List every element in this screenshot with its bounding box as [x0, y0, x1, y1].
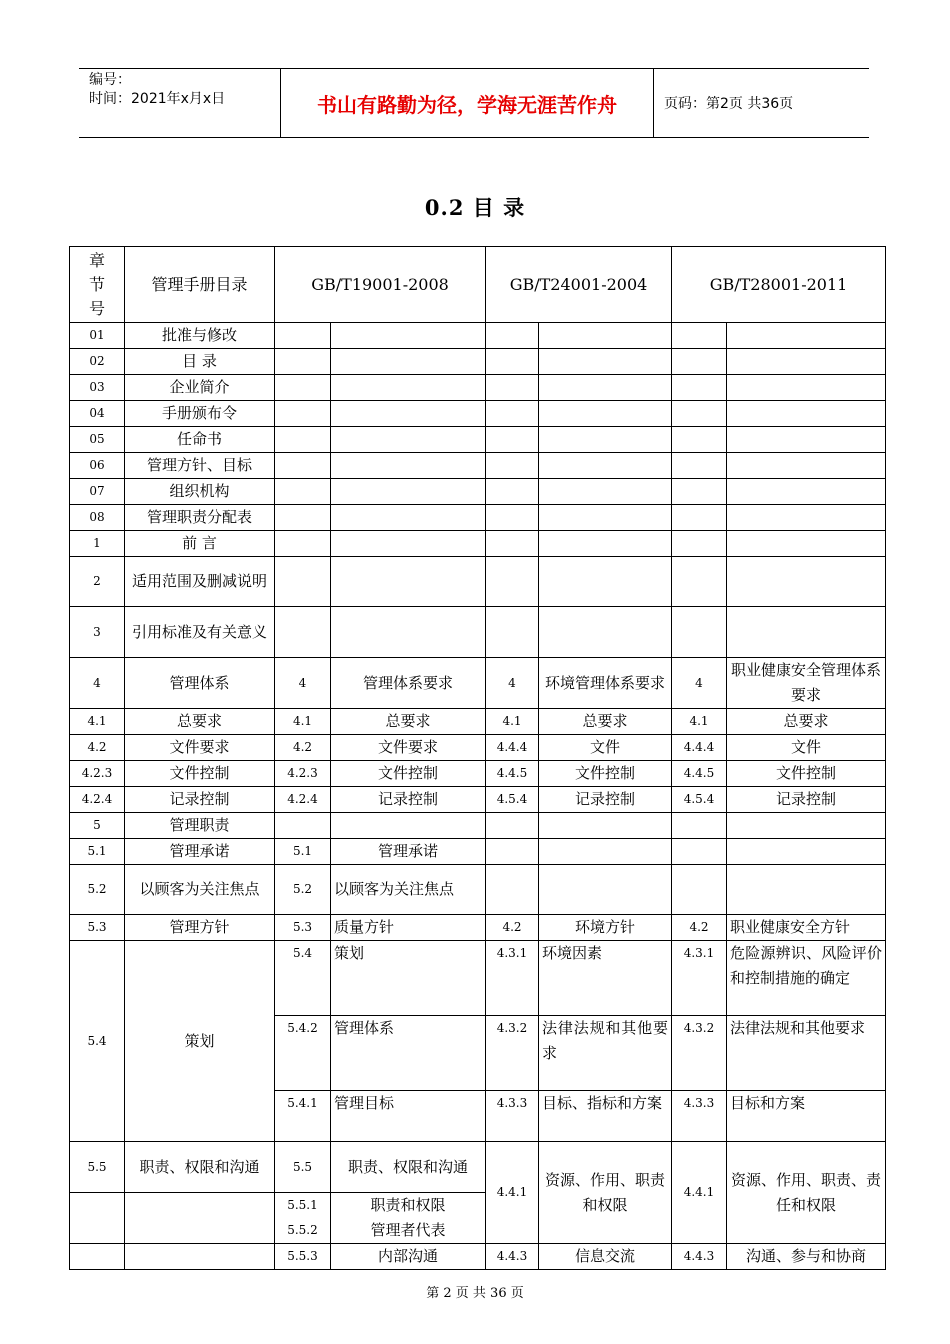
section-title-cell: 文件控制	[539, 761, 672, 787]
section-title-cell: 文件要求	[331, 735, 486, 761]
section-number-cell	[672, 505, 727, 531]
section-number-cell	[486, 453, 539, 479]
table-row	[70, 915, 886, 941]
section-number-cell: 4.4.4	[486, 735, 539, 761]
section-number-cell	[486, 375, 539, 401]
table-row	[70, 658, 886, 709]
section-title-cell: 前 言	[125, 531, 275, 557]
section-number-cell: 5.4.1	[275, 1091, 331, 1142]
page-title: 0.2 目 录	[424, 195, 526, 220]
section-title-cell: 内部沟通	[331, 1244, 486, 1270]
section-title-cell: 适用范围及删减说明	[125, 557, 275, 607]
section-number-cell: 4.3.2	[486, 1016, 539, 1091]
section-title-cell: 文件	[539, 735, 672, 761]
sub-title: 职责和权限	[370, 1196, 446, 1214]
section-title-cell: 管理目标	[331, 1091, 486, 1142]
section-title-cell: 沟通、参与和协商	[727, 1244, 886, 1270]
header-chapter: 章 节 号	[70, 247, 125, 323]
page-footer: 第 2 页 共 36 页	[426, 1286, 524, 1301]
section-title-cell	[727, 865, 886, 915]
section-title-cell	[331, 453, 486, 479]
section-title-cell	[331, 375, 486, 401]
section-number-cell	[672, 839, 727, 865]
section-number-cell	[486, 349, 539, 375]
section-title-cell: 以顾客为关注焦点	[125, 865, 275, 915]
section-title-cell: 危险源辨识、风险评价和控制措施的确定	[727, 941, 886, 1016]
section-number-cell: 4.4.1	[672, 1142, 727, 1244]
page-header	[79, 68, 869, 138]
section-title-cell: 质量方针	[331, 915, 486, 941]
section-title-cell	[727, 607, 886, 658]
section-number-cell: 05	[70, 427, 125, 453]
section-number-cell: 5	[70, 813, 125, 839]
table-row	[70, 401, 886, 427]
section-title-cell	[331, 323, 486, 349]
sub-title: 管理者代表	[370, 1221, 446, 1239]
table-row	[70, 1244, 886, 1270]
section-number-cell: 5.4.2	[275, 1016, 331, 1091]
toc-table	[69, 246, 886, 1270]
section-number-cell: 06	[70, 453, 125, 479]
section-number-cell	[672, 401, 727, 427]
section-title-cell	[727, 505, 886, 531]
section-number-cell: 5.2	[275, 865, 331, 915]
section-title-cell	[539, 607, 672, 658]
section-number-cell	[486, 427, 539, 453]
section-number-cell: 5.5.3	[275, 1244, 331, 1270]
section-number-cell: 4.3.3	[486, 1091, 539, 1142]
section-number-cell: 4.2.3	[275, 761, 331, 787]
section-number-cell: 4.1	[672, 709, 727, 735]
table-row	[70, 941, 886, 1016]
section-title-cell: 文件控制	[727, 761, 886, 787]
header-manual: 管理手册目录	[125, 247, 275, 323]
section-number-cell: 4.3.3	[672, 1091, 727, 1142]
table-row	[70, 557, 886, 607]
section-title-cell	[727, 427, 886, 453]
section-number-cell	[275, 607, 331, 658]
section-number-cell	[275, 557, 331, 607]
section-title-cell: 文件	[727, 735, 886, 761]
section-title-cell	[727, 375, 886, 401]
section-number-cell: 4.2.4	[70, 787, 125, 813]
section-number-cell	[486, 531, 539, 557]
section-number-cell: 5.1	[70, 839, 125, 865]
section-number-cell: 4.3.1	[486, 941, 539, 1016]
table-row	[70, 531, 886, 557]
table-row	[70, 505, 886, 531]
section-title-cell: 信息交流	[539, 1244, 672, 1270]
table-row	[70, 839, 886, 865]
section-title-cell: 法律法规和其他要求	[727, 1016, 886, 1091]
section-number-cell	[486, 505, 539, 531]
section-title-cell	[727, 349, 886, 375]
section-title-cell: 以顾客为关注焦点	[331, 865, 486, 915]
section-title-cell	[539, 839, 672, 865]
section-number-cell: 4.1	[70, 709, 125, 735]
section-number-cell	[672, 557, 727, 607]
section-number-cell: 4.5.4	[672, 787, 727, 813]
section-title-cell: 目 录	[125, 349, 275, 375]
section-number-cell	[486, 557, 539, 607]
section-number-cell: 4.4.3	[486, 1244, 539, 1270]
section-number-cell	[275, 813, 331, 839]
section-number-cell: 4.4.4	[672, 735, 727, 761]
section-title-cell: 总要求	[125, 709, 275, 735]
table-row	[70, 349, 886, 375]
section-title-cell: 引用标准及有关意义	[125, 607, 275, 658]
section-title-cell: 管理体系要求	[331, 658, 486, 709]
section-number-cell: 4	[275, 658, 331, 709]
section-number-cell	[672, 479, 727, 505]
section-title-cell	[331, 557, 486, 607]
section-title-cell: 目标和方案	[727, 1091, 886, 1142]
section-number-cell: 5.3	[70, 915, 125, 941]
section-title-cell: 环境管理体系要求	[539, 658, 672, 709]
section-title-cell: 管理承诺	[125, 839, 275, 865]
section-number-cell: 5.1	[275, 839, 331, 865]
section-number-cell: 4	[70, 658, 125, 709]
section-number-cell: 4.2	[486, 915, 539, 941]
section-title-cell	[727, 479, 886, 505]
section-number-cell	[672, 323, 727, 349]
section-number-cell: 08	[70, 505, 125, 531]
section-number-cell	[275, 479, 331, 505]
table-row	[70, 1142, 886, 1193]
sub-number: 5.5.2	[287, 1223, 318, 1237]
section-title-cell: 管理职责分配表	[125, 505, 275, 531]
section-number-cell	[275, 401, 331, 427]
section-number-cell	[486, 401, 539, 427]
section-title-cell	[125, 1244, 275, 1270]
section-title-cell: 管理方针	[125, 915, 275, 941]
section-title-cell: 环境因素	[539, 941, 672, 1016]
section-title-cell: 组织机构	[125, 479, 275, 505]
header-motto: 书山有路勤为径，学海无涯苦作舟	[281, 69, 654, 137]
section-title-cell: 总要求	[331, 709, 486, 735]
section-title-cell	[727, 813, 886, 839]
section-title-cell	[331, 1193, 486, 1244]
section-title-cell: 手册颁布令	[125, 401, 275, 427]
section-title-cell	[331, 349, 486, 375]
section-number-cell	[672, 427, 727, 453]
section-title-cell	[331, 505, 486, 531]
section-title-cell	[727, 531, 886, 557]
section-number-cell: 4.3.1	[672, 941, 727, 1016]
number-label: 编号：	[89, 72, 131, 88]
header-meta	[79, 69, 281, 137]
section-title-cell	[727, 557, 886, 607]
section-number-cell: 4.2	[672, 915, 727, 941]
section-title-cell	[331, 531, 486, 557]
table-row	[70, 735, 886, 761]
section-title-cell: 文件控制	[125, 761, 275, 787]
section-number-cell	[275, 505, 331, 531]
section-title-cell: 记录控制	[727, 787, 886, 813]
section-number-cell: 4.4.5	[672, 761, 727, 787]
section-title-cell: 策划	[125, 941, 275, 1142]
section-number-cell	[275, 323, 331, 349]
section-number-cell	[672, 453, 727, 479]
section-number-cell: 3	[70, 607, 125, 658]
section-title-cell	[539, 349, 672, 375]
section-number-cell: 07	[70, 479, 125, 505]
section-title-cell	[539, 323, 672, 349]
section-title-cell: 总要求	[539, 709, 672, 735]
section-number-cell: 5.5	[70, 1142, 125, 1193]
table-row	[70, 453, 886, 479]
section-number-cell: 5.3	[275, 915, 331, 941]
section-title-cell	[331, 479, 486, 505]
table-row	[70, 375, 886, 401]
section-number-cell: 01	[70, 323, 125, 349]
section-number-cell: 1	[70, 531, 125, 557]
section-number-cell: 4.1	[486, 709, 539, 735]
section-title-cell: 文件控制	[331, 761, 486, 787]
section-title-cell	[727, 839, 886, 865]
section-number-cell	[275, 531, 331, 557]
section-number-cell	[275, 1193, 331, 1244]
header-std-iso9001: GB/T19001-2008	[275, 247, 486, 323]
section-title-cell: 记录控制	[125, 787, 275, 813]
section-number-cell: 4	[486, 658, 539, 709]
section-number-cell	[486, 813, 539, 839]
section-title-cell	[539, 479, 672, 505]
section-number-cell	[672, 531, 727, 557]
section-number-cell: 02	[70, 349, 125, 375]
section-title-cell	[539, 401, 672, 427]
table-row	[70, 787, 886, 813]
section-number-cell	[486, 839, 539, 865]
section-title-cell	[539, 453, 672, 479]
section-title-cell: 企业简介	[125, 375, 275, 401]
section-title-cell: 记录控制	[331, 787, 486, 813]
section-number-cell	[672, 607, 727, 658]
section-title-cell: 资源、作用、职责、责任和权限	[727, 1142, 886, 1244]
section-number-cell: 5.2	[70, 865, 125, 915]
section-title-cell: 职责、权限和沟通	[331, 1142, 486, 1193]
section-number-cell	[70, 1244, 125, 1270]
section-number-cell: 2	[70, 557, 125, 607]
section-number-cell	[275, 427, 331, 453]
section-title-cell: 法律法规和其他要求	[539, 1016, 672, 1091]
section-number-cell	[486, 479, 539, 505]
section-title-cell: 环境方针	[539, 915, 672, 941]
table-row	[70, 865, 886, 915]
section-title-cell: 管理体系	[125, 658, 275, 709]
section-title-cell: 文件要求	[125, 735, 275, 761]
section-number-cell	[486, 865, 539, 915]
section-title-cell: 管理方针、目标	[125, 453, 275, 479]
section-number-cell: 4.2	[70, 735, 125, 761]
section-title-cell: 管理体系	[331, 1016, 486, 1091]
section-title-cell: 策划	[331, 941, 486, 1016]
header-std-iso14001: GB/T24001-2004	[486, 247, 672, 323]
section-title-cell: 目标、指标和方案	[539, 1091, 672, 1142]
section-title-cell	[539, 865, 672, 915]
section-title-cell: 记录控制	[539, 787, 672, 813]
section-title-cell	[331, 401, 486, 427]
section-number-cell: 4.1	[275, 709, 331, 735]
section-number-cell	[672, 865, 727, 915]
section-title-cell	[539, 505, 672, 531]
section-title-cell	[539, 427, 672, 453]
section-number-cell: 4.5.4	[486, 787, 539, 813]
section-title-cell: 资源、作用、职责和权限	[539, 1142, 672, 1244]
section-number-cell: 4	[672, 658, 727, 709]
section-title-cell	[125, 1193, 275, 1244]
sub-number: 5.5.1	[287, 1198, 318, 1212]
section-number-cell: 4.4.1	[486, 1142, 539, 1244]
table-header-row	[70, 247, 886, 323]
section-title-cell	[331, 607, 486, 658]
header-std-ohsas: GB/T28001-2011	[672, 247, 886, 323]
table-row	[70, 607, 886, 658]
section-title-cell: 管理承诺	[331, 839, 486, 865]
section-title-cell	[727, 323, 886, 349]
section-number-cell: 4.2.3	[70, 761, 125, 787]
section-title-cell	[331, 813, 486, 839]
section-number-cell	[275, 453, 331, 479]
section-number-cell: 5.4	[275, 941, 331, 1016]
section-title-cell	[539, 375, 672, 401]
table-row	[70, 761, 886, 787]
time-label: 时间：2021年x月x日	[89, 91, 226, 107]
section-title-cell	[331, 427, 486, 453]
section-number-cell	[486, 607, 539, 658]
table-row	[70, 479, 886, 505]
section-number-cell	[70, 1193, 125, 1244]
section-number-cell: 5.4	[70, 941, 125, 1142]
table-row	[70, 323, 886, 349]
table-row	[70, 813, 886, 839]
section-title-cell: 职责、权限和沟通	[125, 1142, 275, 1193]
section-number-cell: 4.2	[275, 735, 331, 761]
section-title-cell	[727, 401, 886, 427]
section-number-cell	[275, 375, 331, 401]
section-number-cell: 4.4.5	[486, 761, 539, 787]
section-number-cell	[672, 813, 727, 839]
section-title-cell: 职业健康安全方针	[727, 915, 886, 941]
section-number-cell: 5.5	[275, 1142, 331, 1193]
section-title-cell: 管理职责	[125, 813, 275, 839]
section-title-cell: 批准与修改	[125, 323, 275, 349]
section-number-cell: 4.4.3	[672, 1244, 727, 1270]
section-number-cell	[672, 349, 727, 375]
section-title-cell	[539, 531, 672, 557]
section-title-cell	[727, 453, 886, 479]
section-title-cell: 职业健康安全管理体系要求	[727, 658, 886, 709]
section-number-cell: 4.3.2	[672, 1016, 727, 1091]
section-number-cell	[486, 323, 539, 349]
section-title-cell: 任命书	[125, 427, 275, 453]
table-row	[70, 427, 886, 453]
section-number-cell: 4.2.4	[275, 787, 331, 813]
section-title-cell	[539, 813, 672, 839]
section-number-cell: 04	[70, 401, 125, 427]
section-number-cell	[672, 375, 727, 401]
section-title-cell: 总要求	[727, 709, 886, 735]
header-page-number: 页码：第2页 共36页	[664, 96, 794, 112]
section-number-cell: 03	[70, 375, 125, 401]
section-title-cell	[539, 557, 672, 607]
table-row	[70, 709, 886, 735]
section-number-cell	[275, 349, 331, 375]
